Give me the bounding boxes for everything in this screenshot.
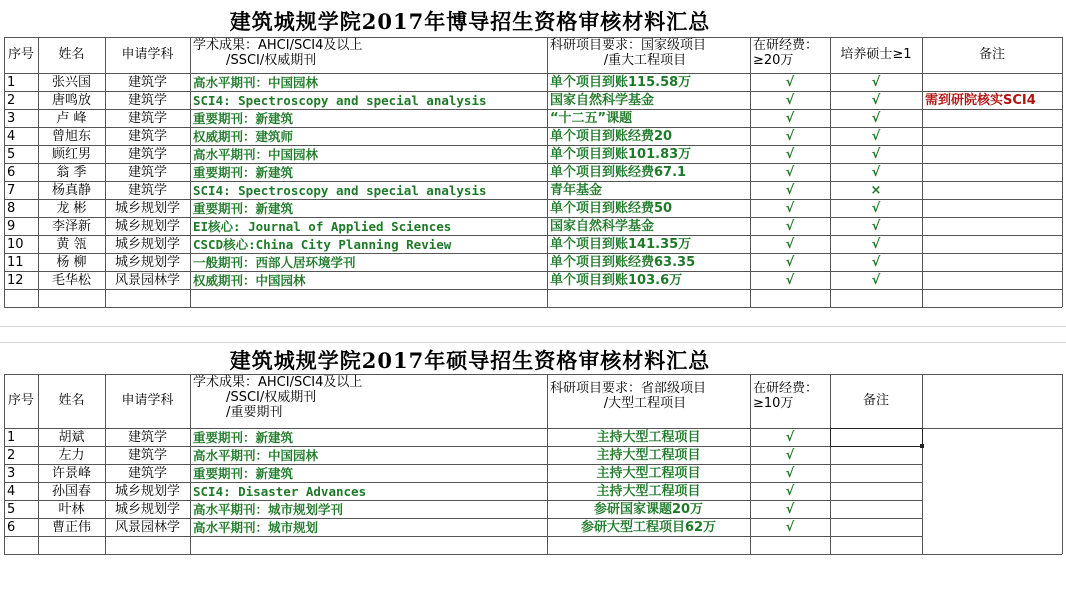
row-remark[interactable]	[922, 182, 1066, 199]
row-masters[interactable]: √	[871, 128, 881, 144]
row-project[interactable]: 单个项目到账经费63.35	[550, 254, 696, 270]
row-seq[interactable]: 4	[7, 128, 16, 144]
row-academic[interactable]: SCI4: Disaster Advances	[193, 483, 367, 499]
row-remark[interactable]	[922, 200, 1066, 217]
row-funding[interactable]: √	[785, 164, 795, 180]
row-seq[interactable]: 1	[7, 74, 16, 90]
row-academic[interactable]: EI核心: Journal of Applied Sciences	[193, 218, 452, 234]
grid-line	[922, 374, 923, 554]
row-subject[interactable]: 建筑学	[127, 110, 167, 126]
header-funding[interactable]: 在研经费： ≥20万	[753, 38, 819, 68]
row-funding[interactable]: √	[785, 128, 795, 144]
row-name[interactable]: 孙国春	[51, 483, 91, 499]
row-funding[interactable]: √	[785, 501, 795, 517]
row-project[interactable]: 参研国家课题20万	[593, 501, 704, 517]
header-project[interactable]: 科研项目要求：国家级项目 /重大工程项目	[550, 38, 707, 68]
row-funding[interactable]: √	[785, 465, 795, 481]
row-subject[interactable]: 风景园林学	[114, 272, 180, 288]
row-funding[interactable]: √	[785, 519, 795, 535]
row-remark[interactable]	[922, 254, 1066, 271]
row-remark[interactable]	[830, 501, 922, 518]
row-seq[interactable]: 9	[7, 218, 16, 234]
row-seq[interactable]: 5	[7, 501, 16, 517]
row-name[interactable]: 许景峰	[51, 465, 91, 481]
row-name[interactable]: 杨 柳	[56, 254, 87, 270]
row-funding[interactable]: √	[785, 92, 795, 108]
row-seq[interactable]: 1	[7, 429, 16, 445]
row-funding[interactable]: √	[785, 218, 795, 234]
header-remark[interactable]: 备注	[862, 393, 889, 408]
row-name[interactable]: 翁 季	[56, 164, 87, 180]
grid-line	[1062, 374, 1063, 554]
row-masters[interactable]: √	[871, 74, 881, 90]
row-seq[interactable]: 4	[7, 483, 16, 499]
grid-line	[0, 326, 1066, 327]
row-seq[interactable]: 10	[7, 236, 24, 252]
row-masters[interactable]: √	[871, 272, 881, 288]
row-academic[interactable]: 权威期刊：中国园林	[193, 272, 306, 288]
row-academic[interactable]: 高水平期刊：城市规划学刊	[193, 501, 344, 517]
row-masters[interactable]: √	[871, 164, 881, 180]
row-name[interactable]: 卢 峰	[56, 110, 87, 126]
header-name[interactable]: 姓名	[58, 47, 85, 62]
row-academic[interactable]: 高水平期刊：中国园林	[193, 146, 319, 162]
header-name[interactable]: 姓名	[58, 393, 85, 408]
row-academic[interactable]: 高水平期刊：城市规划	[193, 519, 319, 535]
row-project[interactable]: 主持大型工程项目	[596, 447, 701, 463]
row-subject[interactable]: 建筑学	[127, 429, 167, 445]
row-seq[interactable]: 5	[7, 146, 16, 162]
row-remark[interactable]	[830, 519, 922, 536]
masters-table-title: 建筑城规学院2017年硕导招生资格审核材料汇总	[229, 348, 711, 373]
row-masters[interactable]: √	[871, 110, 881, 126]
header-seq[interactable]: 序号	[7, 47, 34, 62]
row-masters[interactable]: √	[871, 254, 881, 270]
row-remark[interactable]	[830, 465, 922, 482]
row-academic[interactable]: SCI4: Spectroscopy and special analysis	[193, 92, 487, 108]
row-remark[interactable]	[922, 110, 1066, 127]
row-project[interactable]: 单个项目到账经费50	[550, 200, 673, 216]
grid-line	[4, 289, 1062, 290]
row-name[interactable]: 胡斌	[58, 429, 85, 445]
grid-line	[4, 554, 1062, 555]
header-subject[interactable]: 申请学科	[121, 47, 174, 62]
row-seq[interactable]: 3	[7, 110, 16, 126]
row-subject[interactable]: 城乡规划学	[114, 200, 180, 216]
row-masters[interactable]: √	[871, 218, 881, 234]
header-seq[interactable]: 序号	[7, 393, 34, 408]
row-subject[interactable]: 城乡规划学	[114, 254, 180, 270]
grid-line	[4, 536, 922, 537]
row-subject[interactable]: 城乡规划学	[114, 483, 180, 499]
row-seq[interactable]: 2	[7, 92, 16, 108]
row-funding[interactable]: √	[785, 429, 795, 445]
row-remark[interactable]	[922, 272, 1066, 289]
row-funding[interactable]: √	[785, 146, 795, 162]
row-name[interactable]: 李泽新	[51, 218, 91, 234]
row-project[interactable]: 单个项目到账115.58万	[550, 74, 692, 90]
row-seq[interactable]: 11	[7, 254, 24, 270]
row-subject[interactable]: 城乡规划学	[114, 501, 180, 517]
header-masters[interactable]: 培养硕士≥1	[840, 47, 912, 62]
row-project[interactable]: 单个项目到账经费20	[550, 128, 673, 144]
row-remark[interactable]	[922, 164, 1066, 181]
row-remark[interactable]: 需到研院核实SCI4	[925, 92, 1036, 108]
row-project[interactable]: 参研大型工程项目62万	[580, 519, 717, 535]
row-seq[interactable]: 6	[7, 164, 16, 180]
row-name[interactable]: 龙 彬	[56, 200, 87, 216]
row-subject[interactable]: 建筑学	[127, 146, 167, 162]
row-project[interactable]: 主持大型工程项目	[596, 429, 701, 445]
row-academic[interactable]: 一般期刊：西部人居环境学刊	[193, 254, 356, 270]
row-project[interactable]: 单个项目到账103.6万	[550, 272, 683, 288]
row-name[interactable]: 唐鸣放	[51, 92, 91, 108]
row-name[interactable]: 杨真静	[51, 182, 91, 198]
row-remark[interactable]	[830, 447, 922, 464]
row-academic[interactable]: CSCD核心:China City Planning Review	[193, 236, 452, 252]
row-seq[interactable]: 3	[7, 465, 16, 481]
row-academic[interactable]: 重要期刊：新建筑	[193, 164, 294, 180]
row-academic[interactable]: 高水平期刊：中国园林	[193, 74, 319, 90]
row-funding[interactable]: √	[785, 272, 795, 288]
row-name[interactable]: 曹正伟	[51, 519, 91, 535]
doctoral-table-title: 建筑城规学院2017年博导招生资格审核材料汇总	[229, 9, 711, 34]
row-project[interactable]: 青年基金	[550, 182, 603, 198]
row-subject[interactable]: 建筑学	[127, 465, 167, 481]
row-funding[interactable]: √	[785, 200, 795, 216]
row-remark[interactable]	[830, 483, 922, 500]
row-remark[interactable]	[922, 74, 1066, 91]
row-subject[interactable]: 城乡规划学	[114, 236, 180, 252]
row-academic[interactable]: 重要期刊：新建筑	[193, 110, 294, 126]
row-subject[interactable]: 建筑学	[127, 447, 167, 463]
row-academic[interactable]: 重要期刊：新建筑	[193, 429, 294, 445]
grid-line	[4, 307, 1062, 308]
row-project[interactable]: 主持大型工程项目	[596, 483, 701, 499]
row-project[interactable]: 单个项目到账101.83万	[550, 146, 692, 162]
row-project[interactable]: 国家自然科学基金	[550, 218, 655, 234]
row-subject[interactable]: 城乡规划学	[114, 218, 180, 234]
row-seq[interactable]: 6	[7, 519, 16, 535]
row-funding[interactable]: √	[785, 254, 795, 270]
row-masters[interactable]: √	[871, 236, 881, 252]
row-name[interactable]: 张兴国	[51, 74, 91, 90]
row-masters[interactable]: √	[871, 200, 881, 216]
header-subject[interactable]: 申请学科	[121, 393, 174, 408]
row-remark[interactable]	[922, 146, 1066, 163]
header-academic[interactable]: 学术成果：AHCI/SCI4及以上 /SSCI/权威期刊	[193, 38, 363, 68]
row-seq[interactable]: 2	[7, 447, 16, 463]
row-seq[interactable]: 7	[7, 182, 16, 198]
row-masters[interactable]: ×	[870, 182, 882, 198]
row-project[interactable]: “十二五”课题	[550, 110, 633, 126]
row-funding[interactable]: √	[785, 182, 795, 198]
row-project[interactable]: 国家自然科学基金	[550, 92, 655, 108]
row-funding[interactable]: √	[785, 483, 795, 499]
row-name[interactable]: 左力	[58, 447, 85, 463]
row-project[interactable]: 主持大型工程项目	[596, 465, 701, 481]
row-name[interactable]: 曾旭东	[51, 128, 91, 144]
row-masters[interactable]: √	[871, 146, 881, 162]
fill-handle[interactable]	[920, 444, 924, 448]
row-academic[interactable]: SCI4: Spectroscopy and special analysis	[193, 182, 487, 198]
row-subject[interactable]: 建筑学	[127, 74, 167, 90]
row-remark[interactable]	[922, 236, 1066, 253]
row-seq[interactable]: 8	[7, 200, 16, 216]
row-name[interactable]: 毛华松	[51, 272, 91, 288]
row-remark[interactable]	[922, 218, 1066, 235]
row-project[interactable]: 单个项目到账141.35万	[550, 236, 692, 252]
row-academic[interactable]: 重要期刊：新建筑	[193, 200, 294, 216]
row-name[interactable]: 顾红男	[51, 146, 91, 162]
row-subject[interactable]: 建筑学	[127, 128, 167, 144]
grid-line	[0, 342, 1066, 343]
row-funding[interactable]: √	[785, 110, 795, 126]
row-academic[interactable]: 权威期刊：建筑师	[193, 128, 294, 144]
row-academic[interactable]: 高水平期刊：中国园林	[193, 447, 319, 463]
selected-cell-cursor[interactable]	[830, 428, 923, 447]
header-funding[interactable]: 在研经费： ≥10万	[753, 381, 819, 411]
row-name[interactable]: 黄 瓴	[56, 236, 87, 252]
row-name[interactable]: 叶林	[58, 501, 85, 517]
row-subject[interactable]: 建筑学	[127, 182, 167, 198]
row-funding[interactable]: √	[785, 74, 795, 90]
row-subject[interactable]: 风景园林学	[114, 519, 180, 535]
row-funding[interactable]: √	[785, 236, 795, 252]
row-seq[interactable]: 12	[7, 272, 24, 288]
row-masters[interactable]: √	[871, 92, 881, 108]
row-subject[interactable]: 建筑学	[127, 164, 167, 180]
header-project[interactable]: 科研项目要求：省部级项目 /大型工程项目	[550, 381, 707, 411]
row-funding[interactable]: √	[785, 447, 795, 463]
header-remark[interactable]: 备注	[978, 47, 1005, 62]
row-subject[interactable]: 建筑学	[127, 92, 167, 108]
row-academic[interactable]: 重要期刊：新建筑	[193, 465, 294, 481]
header-academic[interactable]: 学术成果：AHCI/SCI4及以上 /SSCI/权威期刊 /重要期刊	[193, 375, 363, 420]
row-remark[interactable]	[922, 128, 1066, 145]
row-project[interactable]: 单个项目到账经费67.1	[550, 164, 687, 180]
